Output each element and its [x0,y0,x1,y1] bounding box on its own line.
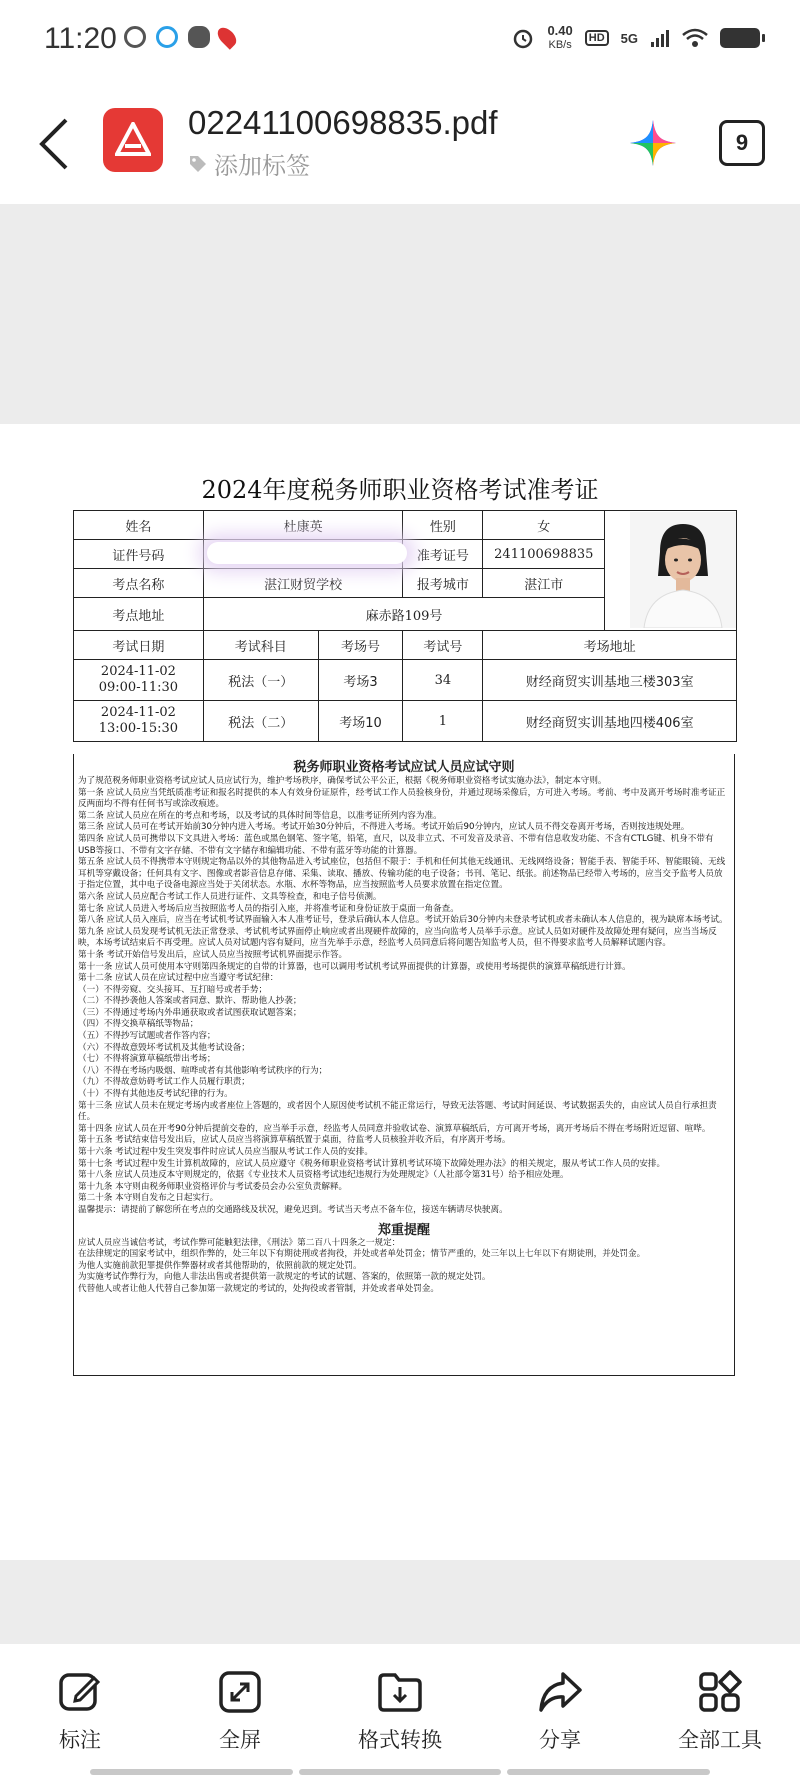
warning-item: 应试人员应当诚信考试，考试作弊可能触犯法律，《刑法》第二百八十四条之一规定： [78,1237,401,1248]
header-subject: 考试科目 [203,631,318,660]
warning-title: 郑重提醒 [377,1222,430,1238]
rule-item: 第十五条 考试结束信号发出后，应试人员应当将演算草稿纸置于桌面，待监考人员核验并收齐后，有序离开考场。 [78,1135,511,1146]
document-title: 2024年度税务师职业资格考试准考证 [201,476,599,504]
rule-item: 第六条 应试人员应配合考试工作人员进行证件、文具等检查，和电子信号侦测。 [78,891,382,902]
rule-item: 第十条 考试开始信号发出后，应试人员应当按照考试机界面提示作答。 [78,949,348,960]
exam-seat: 34 [403,660,483,701]
rule-item: 第十二条 应试人员在应试过程中应当遵守考试纪律： [78,973,279,984]
gender-label: 性别 [403,511,483,540]
app-header [0,90,800,204]
address-label: 考点地址 [74,598,204,631]
folder-download-icon [377,1670,423,1714]
page-count-button[interactable]: 9 [719,120,765,166]
share-label: 分享 [539,1728,581,1752]
exam-rules [73,754,735,1376]
rule-item: 第十六条 考试过程中发生突发事件时应试人员应当服从考试工作人员的安排。 [78,1147,373,1157]
bottom-toolbar [0,1644,800,1778]
gesture-bar [90,1769,710,1775]
id-label: 证件号码 [74,540,204,569]
warning-item: 为他人实施前款犯罪提供作弊器材或者其他帮助的，依照前款的规定处罚。 [78,1260,362,1271]
share-icon [537,1670,583,1714]
ai-assistant-button[interactable] [628,118,678,172]
exam-room: 考场10 [318,701,403,742]
signal-icon [650,28,670,48]
rule-item: 第二十条 本守则自发布之日起实行。 [78,1193,219,1204]
network-speed: 0.40 KB/s [547,23,573,51]
rule-item: 第十九条 本守则由税务师职业资格评价与考试委员会办公室负责解释。 [78,1181,348,1192]
city-value: 湛江市 [483,569,605,598]
header-seat: 考试号 [403,631,483,660]
rule-item: 第一条 应试人员应当凭纸质准考证和报名时提供的本人有效身份证原件，经考试工作人员验核身份，并通过现场采像后，方可进入考场。考前、考中及离开考场时准考证正反两面均不得有任何书写或涂改痕迹。 [78,787,726,810]
status-bar [0,0,800,90]
portrait-image [630,512,736,628]
fullscreen-icon [218,1670,262,1714]
battery-icon [720,28,760,48]
site-value: 湛江财贸学校 [203,569,403,598]
rule-item: （一）不得旁窥、交头接耳、互打暗号或者手势； [78,984,268,995]
warning-item: 在法律规定的国家考试中，组织作弊的，处三年以下有期徒刑或者拘役，并处或者单处罚金；情节严重的，处三年以上七年以下有期徒刑，并处罚金。 [78,1249,646,1260]
exam-room: 考场3 [318,660,403,701]
exam-seat: 1 [403,701,483,742]
network-type: 5G [620,30,638,46]
rule-item: 为了规范税务师职业资格考试应试人员应试行为，维护考场秩序，确保考试公平公正，根据《税务师职业资格考试实施办法》，制定本守则。 [78,776,607,786]
rule-item: （十）不得有其他违反考试纪律的行为。 [78,1089,233,1100]
rule-item: 第十四条 应试人员在开考90分钟后提前交卷的，应当举手示意，经监考人员同意并验收试卷、演算草稿纸后，方可离开考场，离开考场后不得在考场附近逗留、喧哗。 [78,1123,711,1134]
redaction-blur [207,542,407,564]
rule-item: 第五条 应试人员不得携带本守则规定物品以外的其他物品进入考试座位，包括但不限于：手机和任何其他无线通讯、无线网络设备；智能手表、智能手环、智能眼镜、无线耳机等穿戴设备；任何具有文字、图像或者影音信息存储、采集、读取、播放、传输功能的电子设备；书刊、笔记、纸张。前述物品已经带入考场的，应当交予监考人员放于指定位置，其中电子设备电源应当处于关闭状态。水瓶、水杯等物品，应当按照监考人员要求放置在指定位置。 [78,857,726,891]
rule-item: （九）不得故意妨碍考试工作人员履行职责； [78,1077,250,1088]
header-room: 考场号 [318,631,403,660]
rule-item: 第四条 应试人员可携带以下文具进入考场：蓝色或黑色钢笔、签字笔，铅笔，直尺，以及非立式、不可发音及录音、不带有信息收发功能、不含有CTLG键、机身不带有USB等接口、不带有文字存储、不带有文字储存和编辑功能、不带有蓝牙等功能的计算器。 [78,833,714,856]
rule-item: （四）不得交换草稿纸等物品； [78,1019,199,1030]
exam-time: 09:00-11:30 [98,680,179,695]
exam-date: 2024-11-02 [100,705,176,720]
app-notify-icon [124,26,146,48]
all-tools-button[interactable] [660,1670,780,1754]
convert-label: 格式转换 [358,1728,442,1752]
candidate-photo [630,512,736,628]
wechat-icon [188,26,210,48]
all-tools-label: 全部工具 [678,1728,762,1752]
rule-item: （八）不得在考场内吸烟、喧哗或者有其他影响考试秩序的行为； [78,1065,328,1076]
rule-item: （二）不得抄袭他人答案或者同意、默许、帮助他人抄袭； [78,996,302,1007]
rule-item: 第二条 应试人员应在所在的考点和考场，以及考试的具体时间等信息，以准考证所列内容为准。 [78,810,442,821]
ticket-label: 准考证号 [403,540,483,569]
rule-item: 第九条 应试人员发现考试机无法正常登录、考试机考试界面停止响应或者出现硬件故障的，应当向监考人员举手示意。应试人员如对硬件及故障处理有疑问，应当当场反映，本场考试结束后不再受理。应试人员对试题内容有疑问，应当先举手示意，经监考人员同意后将问题告知监考人员，但不得要求监考人员解释试题内容。 [78,926,717,949]
exam-subject: 税法（二） [203,701,318,742]
rule-item: 第十七条 考试过程中发生计算机故障的，应试人员应遵守《税务师职业资格考试计算机考试环境下故障处理办法》的相关规定，服从考试工作人员的安排。 [78,1158,666,1169]
header-date: 考试日期 [74,631,204,660]
exam-date-cell [74,701,204,742]
rule-item: 第十八条 应试人员违反本守则规定的，依据《专业技术人员资格考试违纪违规行为处理规定》（人社部令第31号）给予相应处理。 [78,1170,569,1181]
ticket-value: 241100698835 [483,540,605,569]
exam-location: 财经商贸实训基地四楼406室 [483,701,737,742]
add-tag-label: 添加标签 [214,152,310,180]
exam-location: 财经商贸实训基地三楼303室 [483,660,737,701]
pdf-logo-icon [115,122,151,158]
status-time: 11:20 [44,22,117,55]
exam-date: 2024-11-02 [100,664,176,679]
site-label: 考点名称 [74,569,204,598]
hd-badge: HD [585,30,609,46]
fullscreen-button[interactable] [180,1670,300,1754]
fullscreen-label: 全屏 [219,1728,261,1752]
pdf-page [0,424,800,1560]
exam-date-cell [74,660,204,701]
ai-sparkle-icon [628,118,678,168]
alarm-icon [511,26,535,50]
edit-icon [58,1670,102,1714]
notification-icons [124,26,234,48]
grid-icon [698,1670,742,1714]
rule-item: 温馨提示：请提前了解您所在考点的交通路线及状况，避免迟到。考试当天考点不备车位，接送车辆请尽快驶离。 [78,1204,508,1215]
rule-item: （三）不得通过考场内外串通获取或者试图获取试题答案； [78,1007,302,1018]
convert-button[interactable] [340,1670,460,1754]
status-right [511,24,760,52]
chevron-left-icon [34,114,78,174]
file-name: 02241100698835.pdf [188,104,498,141]
tag-icon [188,154,208,174]
gender-value: 女 [483,511,605,540]
map-pin-icon [214,24,239,49]
address-value: 麻赤路109号 [203,598,604,631]
annotate-button[interactable] [20,1670,140,1754]
rule-item: （六）不得故意毁坏考试机及其他考试设备； [78,1042,250,1053]
name-value: 杜康英 [203,511,403,540]
rule-item: 第八条 应试人员入座后，应当在考试机考试界面输入本人准考证号，登录后确认本人信息。考试开始后30分钟内未登录考试机或者未确认本人信息的，视为缺席本场考试。 [78,915,728,926]
warning-item: 代替他人或者让他人代替自己参加第一款规定的考试的，处拘役或者管制，并处或者单处罚金。 [78,1283,439,1294]
rule-item: 第三条 应试人员可在考试开始前30分钟内进入考场。考试开始30分钟后，不得进入考场。考试开始后90分钟内，应试人员不得交卷离开考场，否则按违规处理。 [78,822,690,833]
rules-title: 税务师职业资格考试应试人员应试守则 [293,760,515,775]
name-label: 姓名 [74,511,204,540]
exam-subject: 税法（一） [203,660,318,701]
back-button[interactable] [34,114,78,174]
rule-item: 第十三条 应试人员未在规定考场内或者座位上答题的，或者因个人原因使考试机不能正常运行，导致无法答题、考试时间延误、考试数据丢失的，由应试人员自行承担责任。 [78,1100,717,1123]
header-location: 考场地址 [483,631,737,660]
warning-list [78,1238,730,1296]
rule-item: （七）不得将演算草稿纸带出考场； [78,1054,216,1065]
pdf-app-logo [103,108,163,172]
exam-time: 13:00-15:30 [98,721,179,736]
rule-item: 第十一条 应试人员可使用本守则第四条规定的自带的计算器，也可以调用考试机考试界面提供的计算器，或使用考场提供的演算草稿纸进行计算。 [78,961,631,972]
warning-item: 为实施考试作弊行为，向他人非法出售或者提供第一款规定的考试的试题、答案的，依照第一款的规定处罚。 [78,1272,491,1283]
rule-item: 第七条 应试人员进入考场后应当按照监考人员的指引入座，并将准考证和身份证放于桌面一角备查。 [78,903,459,914]
wifi-icon [682,28,708,48]
add-tag-button[interactable] [188,146,310,181]
rule-item: （五）不得抄写试题或者作答内容； [78,1031,216,1042]
annotate-label: 标注 [59,1728,101,1752]
share-button[interactable] [500,1670,620,1754]
rules-list [78,776,730,1217]
app-notify-icon [156,26,178,48]
city-label: 报考城市 [403,569,483,598]
pdf-viewer[interactable] [0,204,800,1644]
